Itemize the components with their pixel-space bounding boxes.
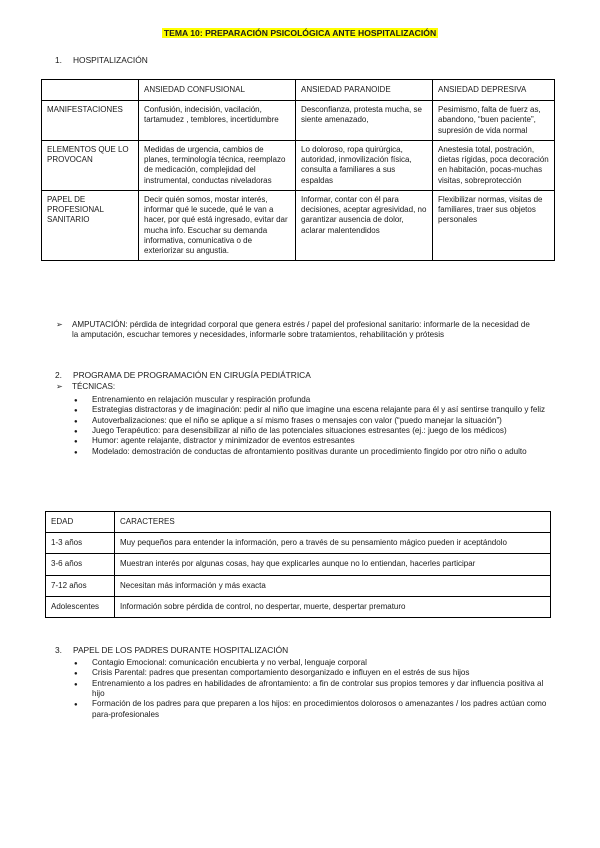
row-label: MANIFESTACIONES — [42, 101, 139, 141]
table-cell: Flexibilizar normas, visitas de familiares, traer sus objetos personales — [433, 190, 555, 260]
amputation-text: AMPUTACIÓN: pérdida de integridad corporal que genera estrés / papel del profesional sanitario: informarle de la necesidad de la amputación, escuchar temores y necesidades, informarle sobre tratamientos, rehabilitación y prótesis — [72, 320, 530, 340]
list-item: ● Formación de los padres para que preparen a los hijos: en procedimientos dolorosos o amenazantes / los padres actúan como para-profesionales — [72, 699, 552, 720]
table-cell: Necesitan más información y más exacta — [115, 575, 551, 596]
table-row — [42, 140, 555, 190]
header-cell-confusional: ANSIEDAD CONFUSIONAL — [139, 80, 296, 101]
table-cell: Confusión, indecisión, vacilación, tartamudez , temblores, incertidumbre — [139, 101, 296, 141]
list-item: ● Crisis Parental: padres que presentan comportamiento desorganizado e influyen en el estrés de sus hijos — [72, 668, 552, 678]
parents-list — [72, 658, 552, 720]
amputation-note — [56, 320, 536, 341]
age-table-header-row — [46, 512, 551, 533]
table-row — [46, 554, 551, 575]
table-row — [46, 575, 551, 596]
table-cell: Desconfianza, protesta mucha, se siente amenazado, — [296, 101, 433, 141]
table-cell: Muy pequeños para entender la información, pero a través de su pensamiento mágico pueden ir aceptándolo — [115, 533, 551, 554]
techniques-label: TÉCNICAS: — [72, 382, 116, 391]
section-2-heading — [55, 370, 311, 381]
table-cell: Lo doloroso, ropa quirúrgica, autoridad, inmovilización física, consulta a familiares a sus espaldas — [296, 140, 433, 190]
table-cell: Decir quién somos, mostar interés, informar qué le sucede, qué le van a hacer, por qué está ingresado, evitar dar mucha info. Escuchar su demanda informativa, comunicativa o de exteriorizar su angustia. — [139, 190, 296, 260]
list-item: ● Autoverbalizaciones: que el niño se aplique a sí mismo frases o mensajes con valor (“puedo manejar la situación”) — [72, 416, 552, 426]
age-cell: 7-12 años — [46, 575, 115, 596]
row-label: ELEMENTOS QUE LO PROVOCAN — [42, 140, 139, 190]
list-item: ● Entrenamiento en relajación muscular y respiración profunda — [72, 395, 552, 405]
document-title: TEMA 10: PREPARACIÓN PSICOLÓGICA ANTE HOSPITALIZACIÓN — [163, 28, 437, 38]
table-cell: Anestesia total, postración, dietas rígidas, poca decoración en habitación, pocas-muchas visitas, sobreprotección — [433, 140, 555, 190]
section-3-heading — [55, 645, 288, 656]
section-1-title: HOSPITALIZACIÓN — [73, 55, 148, 65]
list-item: ● Estrategias distractoras y de imaginación: pedir al niño que imagine una escena relajante para él y así sentirse tranquilo y feliz — [72, 405, 552, 415]
arrow-bullet-icon: ➢ — [56, 320, 63, 329]
table-row — [42, 101, 555, 141]
section-3-title: PAPEL DE LOS PADRES DURANTE HOSPITALIZACIÓN — [73, 645, 289, 655]
list-item: ● Contagio Emocional: comunicación encubierta y no verbal, lenguaje corporal — [72, 658, 552, 668]
age-table — [45, 511, 551, 618]
row-label: PAPEL DE PROFESIONAL SANITARIO — [42, 190, 139, 260]
table-cell: Medidas de urgencia, cambios de planes, terminología técnica, reemplazo de medicación, complejidad del instrumental, conductas niveladoras — [139, 140, 296, 190]
age-cell: Adolescentes — [46, 596, 115, 617]
techniques-label-row — [56, 382, 536, 392]
list-item: ● Humor: agente relajante, distractor y minimizador de eventos estresantes — [72, 436, 552, 446]
age-cell: 3-6 años — [46, 554, 115, 575]
list-item: ● Modelado: demostración de conductas de afrontamiento positivas durante un procedimiento fingido por otro niño o adulto — [72, 447, 552, 457]
header-cell-edad: EDAD — [46, 512, 115, 533]
table-row — [42, 190, 555, 260]
list-item: ● Entrenamiento a los padres en habilidades de afrontamiento: a fin de controlar sus propios temores y dar influencia positiva al hijo — [72, 679, 552, 700]
section-2-number: 2. — [55, 370, 62, 380]
anxiety-table — [41, 79, 555, 261]
title-wrapper — [0, 28, 600, 39]
section-3-number: 3. — [55, 645, 62, 655]
anxiety-table-header-row — [42, 80, 555, 101]
table-cell: Muestran interés por algunas cosas, hay que explicarles aunque no lo entiendan, hacerles participar — [115, 554, 551, 575]
list-item: ● Juego Terapéutico: para desensibilizar al niño de las potenciales situaciones estresantes (ej.: juego de los médicos) — [72, 426, 552, 436]
techniques-list — [72, 395, 552, 457]
age-cell: 1-3 años — [46, 533, 115, 554]
header-cell-empty — [42, 80, 139, 101]
section-1-number: 1. — [55, 55, 62, 65]
header-cell-depresiva: ANSIEDAD DEPRESIVA — [433, 80, 555, 101]
table-cell: Pesimismo, falta de fuerz as, abandono, “buen paciente”, supresión de vida normal — [433, 101, 555, 141]
header-cell-paranoide: ANSIEDAD PARANOIDE — [296, 80, 433, 101]
section-2-title: PROGRAMA DE PROGRAMACIÓN EN CIRUGÍA PEDIÁTRICA — [73, 370, 311, 380]
table-cell: Información sobre pérdida de control, no despertar, muerte, despertar prematuro — [115, 596, 551, 617]
table-cell: Informar, contar con él para decisiones, aceptar agresividad, no garantizar ausencia de dolor, aclarar malentendidos — [296, 190, 433, 260]
table-row — [46, 596, 551, 617]
header-cell-caracteres: CARACTERES — [115, 512, 551, 533]
arrow-bullet-icon: ➢ — [56, 382, 63, 391]
section-1-heading — [55, 55, 148, 66]
table-row — [46, 533, 551, 554]
